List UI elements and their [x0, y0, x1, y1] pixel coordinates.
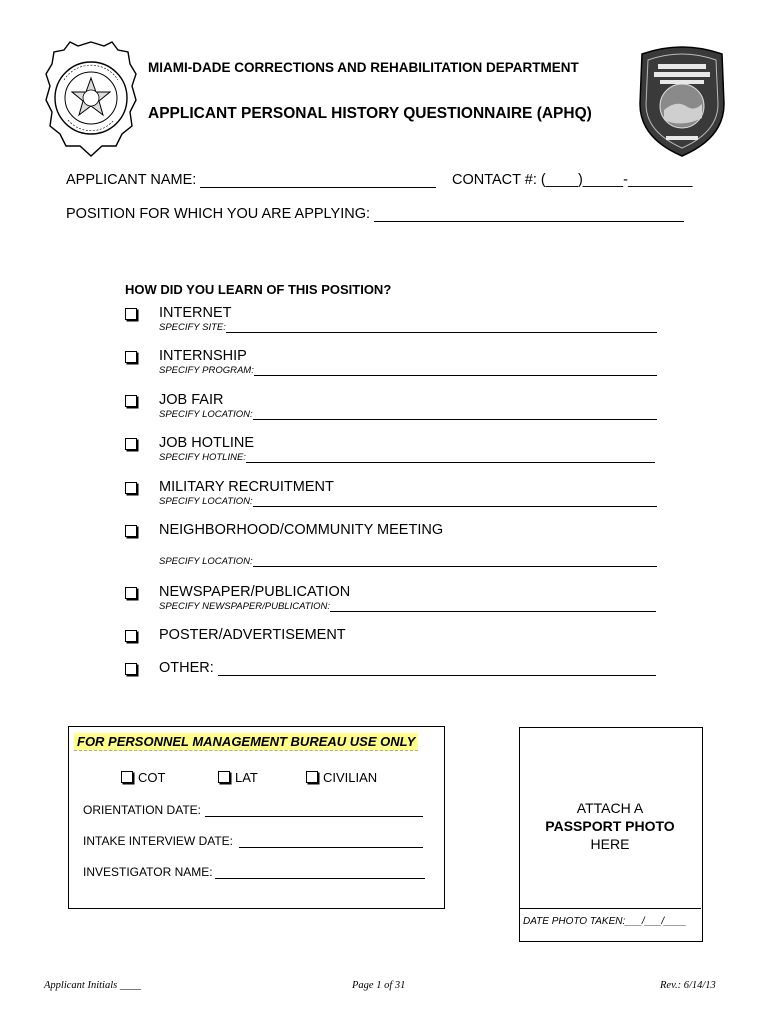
checkbox[interactable]	[125, 630, 137, 642]
checkbox[interactable]	[125, 482, 137, 494]
photo-line1: ATTACH A	[576, 800, 644, 816]
specify-field[interactable]	[253, 497, 657, 507]
investigator-name-label: INVESTIGATOR NAME:	[83, 865, 213, 879]
pmb-title: FOR PERSONNEL MANAGEMENT BUREAU USE ONLY	[74, 733, 418, 751]
checkbox[interactable]	[125, 587, 137, 599]
photo-line2: PASSPORT PHOTO	[545, 818, 675, 834]
department-heading: MIAMI-DADE CORRECTIONS AND REHABILITATION DEPARTMENT	[148, 60, 579, 75]
specify-field[interactable]	[253, 410, 657, 420]
form-title: APPLICANT PERSONAL HISTORY QUESTIONNAIRE (APHQ)	[148, 105, 592, 122]
position-row	[66, 206, 684, 222]
date-photo-taken-field[interactable]: DATE PHOTO TAKEN:___/___/____	[523, 916, 687, 927]
specify-field[interactable]	[253, 557, 657, 567]
learn-question: HOW DID YOU LEARN OF THIS POSITION?	[125, 282, 392, 297]
orientation-date-row	[83, 803, 423, 817]
checkbox-label: CIVILIAN	[323, 770, 378, 785]
page-number: Page 1 of 31	[352, 980, 406, 991]
specify-field[interactable]	[330, 602, 656, 612]
checkbox[interactable]	[306, 771, 318, 783]
checkbox[interactable]	[125, 308, 137, 320]
specify-label: SPECIFY PROGRAM:	[159, 365, 254, 376]
option-label: INTERNET	[159, 305, 232, 321]
specify-field[interactable]	[246, 453, 655, 463]
checkbox[interactable]	[125, 395, 137, 407]
orientation-date-label: ORIENTATION DATE:	[83, 803, 202, 817]
checkbox-label: COT	[138, 770, 166, 785]
checkbox[interactable]	[125, 663, 137, 675]
specify-label: SPECIFY NEWSPAPER/PUBLICATION:	[159, 601, 331, 612]
orientation-date-field[interactable]	[205, 804, 423, 817]
specify-label: SPECIFY LOCATION:	[159, 409, 253, 420]
option-label: NEWSPAPER/PUBLICATION	[159, 584, 351, 600]
photo-line3: HERE	[590, 836, 630, 852]
pmb-use-only-box	[68, 726, 445, 909]
applicant-name-row	[66, 172, 436, 188]
option-label: INTERNSHIP	[159, 348, 247, 364]
revision-date: Rev.: 6/14/13	[660, 980, 716, 991]
option-label: JOB HOTLINE	[159, 435, 255, 451]
checkbox[interactable]	[125, 351, 137, 363]
position-field[interactable]	[374, 207, 684, 222]
specify-label: SPECIFY LOCATION:	[159, 556, 253, 567]
applicant-name-label: APPLICANT NAME:	[66, 172, 197, 188]
checkbox[interactable]	[125, 525, 137, 537]
option-label: OTHER:	[159, 660, 214, 676]
photo-divider	[519, 908, 701, 909]
checkbox[interactable]	[121, 771, 133, 783]
specify-field[interactable]	[254, 366, 657, 376]
specify-label: SPECIFY LOCATION:	[159, 496, 253, 507]
checkbox[interactable]	[218, 771, 230, 783]
investigator-name-row	[83, 865, 425, 879]
specify-label: SPECIFY SITE:	[159, 322, 226, 333]
intake-date-row	[83, 834, 423, 848]
contact-number-row	[452, 172, 692, 188]
option-label: POSTER/ADVERTISEMENT	[159, 627, 346, 643]
department-patch-icon	[636, 40, 728, 158]
option-label: NEIGHBORHOOD/COMMUNITY MEETING	[159, 522, 444, 538]
pmb-checkbox-civilian[interactable]	[306, 770, 377, 785]
applicant-initials: Applicant Initials ____	[44, 980, 141, 991]
other-field[interactable]	[218, 661, 656, 676]
pmb-checkbox-lat[interactable]	[218, 770, 258, 785]
option-other-row	[159, 660, 656, 676]
checkbox-label: LAT	[235, 770, 258, 785]
passport-photo-instructions	[519, 799, 701, 853]
position-label: POSITION FOR WHICH YOU ARE APPLYING:	[66, 206, 371, 222]
investigator-name-field[interactable]	[215, 866, 425, 879]
option-label: JOB FAIR	[159, 392, 224, 408]
correctional-officer-badge-icon	[44, 40, 138, 158]
intake-date-field[interactable]	[239, 835, 423, 848]
contact-number-label[interactable]: CONTACT #: (____)_____-________	[452, 172, 693, 188]
specify-label: SPECIFY HOTLINE:	[159, 452, 246, 463]
option-label: MILITARY RECRUITMENT	[159, 479, 334, 495]
specify-field[interactable]	[226, 323, 657, 333]
intake-date-label: INTAKE INTERVIEW DATE:	[83, 834, 234, 848]
applicant-name-field[interactable]	[200, 173, 436, 188]
checkbox[interactable]	[125, 438, 137, 450]
pmb-checkbox-cot[interactable]	[121, 770, 165, 785]
